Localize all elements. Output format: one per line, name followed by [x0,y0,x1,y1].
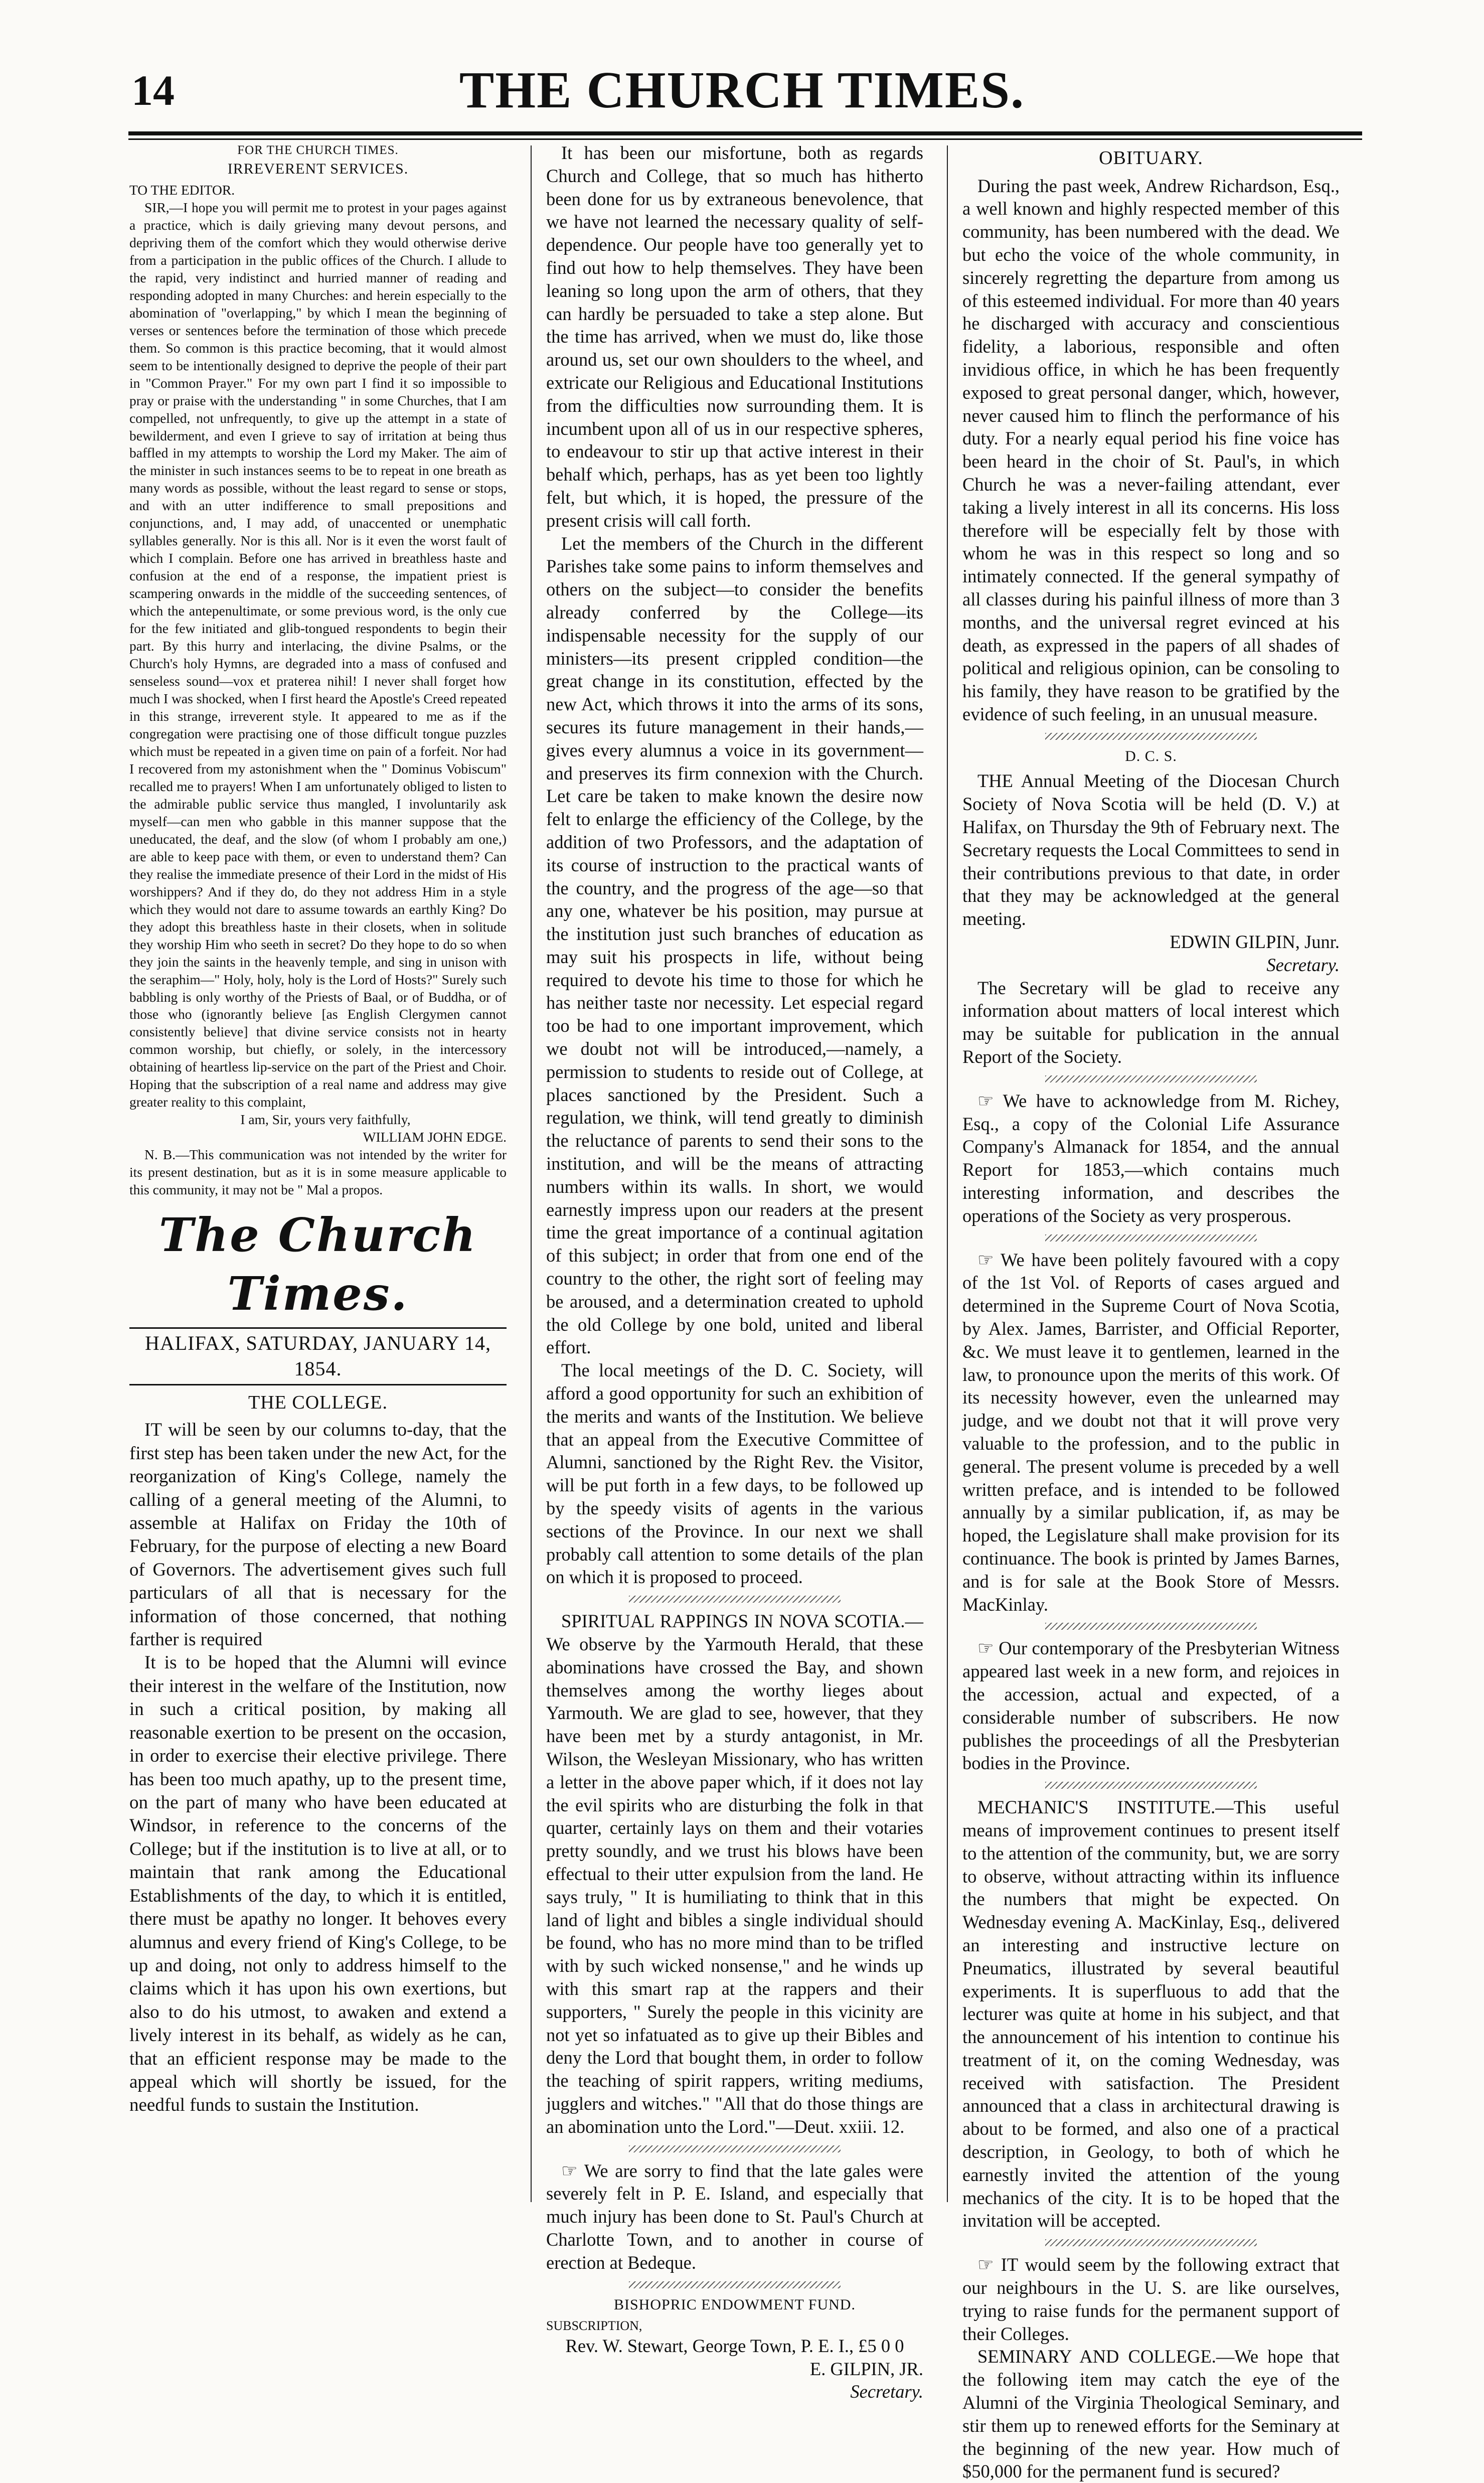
paper-title: The Church Times. [158,1208,477,1321]
fund-signature: E. GILPIN, JR. [809,2358,923,2379]
section-ornament [1045,1623,1256,1630]
section-ornament [629,2281,840,2288]
fund-subheading: SUBSCRIPTION, [546,2318,642,2334]
college-paragraph: The local meetings of the D. C. Society, will afford a good opportunity for such an exhibition of the merits and wants of the Institution. We believe that an appeal from the Executive Committee of Alumni, sanctioned by the Right Rev. the Visitor, will be put forth in a few days, to be followed up by the speedy visits of agents in the various sections of the Province. In our next we shall probably call attention to some details of the plan on which it is proposed to proceed. [546,1360,923,1588]
column-1 [129,141,507,2203]
college-paragraph: Let the members of the Church in the different Parishes take some pains to inform themselves and others on the subject—to consider the benefits already conferred by the College—its indispensable necessity for the supply of our ministers—its present crippled condition—the great change in its constitution, effected by the new Act, which throws it into the arms of its sons, secures its future management in their hands,—gives every alumnus a voice in its government—and preserves its firm connexion with the Church. Let care be taken to make known the desire now felt to enlarge the efficiency of the College, by the addition of two Professors, and the adaptation of its course of instruction to the practical wants of the country, and the progress of the age—so that any one, whatever be his position, may pursue at the institution just such branches of education as may suit his prospects in life, without being required to devote his time to those for which he has neither taste nor necessity. Let especial regard too be had to one important improvement, which we doubt not will be introduced,—namely, a permission to students to reside out of College, at places sanctioned by the President. Such a regulation, we think, will tend greatly to diminish the reluctance of parents to send their sons to the institution, and will be the means of attracting numbers within its walls. In short, we would earnestly impress upon our readers at the present time the great importance of a continual agitation of this subject; in order that from one end of the country to the other, the right sort of feeling may be aroused, and a determination created to uphold the old College by one bold, united and liberal effort. [546,533,923,1358]
dcs-heading: D. C. S. [1125,747,1177,764]
section-ornament [1045,733,1256,740]
column-divider [947,145,948,2202]
column-2 [546,141,923,2402]
letter-title: IRREVERENT SERVICES. [227,160,409,177]
college-paragraph: It has been our misfortune, both as regards Church and College, that so much has hitherto been done for us by extraneous benevolence, that we have not learned the necessary quality of self-dependence. Our people have too generally yet to find out how to help themselves. They have been leaning so long upon the arm of others, that they can hardly be persuaded to take a step alone. But the time has arrived, when we must do, like those around us, set our own shoulders to the wheel, and extricate our Religious and Educational Institutions from the difficulties now surrounding them. It is incumbent upon all of us in our respective spheres, to endeavour to stir up that active interest in their behalf which, perhaps, has as yet been too lightly felt, but which, it is hoped, the pressure of the present crisis will call forth. [546,142,923,531]
gales-item: ☞ We are sorry to find that the late gales were severely felt in P. E. Island, and especially that much injury has been done to St. Paul's Church at Charlotte Town, and to another in course of erection at Bedeque. [546,2160,923,2273]
letter-closing: I am, Sir, yours very faithfully, [240,1112,411,1128]
fund-line: Rev. W. Stewart, George Town, P. E. I., £5 0 0 [565,2335,904,2356]
section-ornament [629,1596,840,1603]
obituary-heading: OBITUARY. [1099,147,1203,169]
letter-salutation: TO THE EDITOR. [129,182,235,198]
dateline: HALIFAX, SATURDAY, JANUARY 14, 1854. [129,1327,507,1385]
seminary-item: SEMINARY AND COLLEGE.—We hope that the following item may catch the eye of the Alumni of the Virginia Theological Seminary, and stir them up to renewed efforts for the Seminary at the beginning of the new year. How much of $50,000 for the permanent fund is secured? [962,2346,1340,2482]
letter-body: SIR,—I hope you will permit me to protest in your pages against a practice, which is daily grieving many devout persons, and depriving them of the comfort which they would otherwise derive from a participation in the public offices of the Church. I allude to the rapid, very indistinct and hurried manner of reading and responding adopted in many Churches: and herein especially to the abomination of "overlapping," by which I mean the beginning of verses or sentences before the termination of those which precede them. So common is this practice becoming, that it would almost seem to be intentionally designed to deprive the people of their part in "Common Prayer." For my own part I find it so impossible to pray or praise with the understanding " in some Churches, that I am compelled, not unfrequently, to give up the attempt in a state of bewilderment, and even I grieve to say of irritation at being thus baffled in my attempts to worship the Lord my Maker. The aim of the minister in such instances seems to be to repeat in one breath as many words as possible, without the least regard to sense or stops, and with an utter indifference to small prepositions and conjunctions, and, I may add, of unaccented or unemphatic syllables generally. Nor is this all. Nor is it even the worst fault of which I complain. Before one has arrived in breathless haste and confusion at the end of a response, the impatient priest is scampering onwards in the middle of the succeeding sentences, of which the antepenultimate, or some previous word, is the only cue for the few initiated and glib-tongued respondents to begin their part. By this hurry and interlacing, the divine Psalms, or the Church's holy Hymns, are degraded into a mass of confused and senseless sound—vox et praterea nihil! I never shall forget how much I was shocked, when I first heard the Apostle's Creed repeated in this strange, irreverent style. It appeared to me as if the congregation were practising one of those difficult tongue puzzles which must be repeated in a given time on pain of a forfeit. Nor had I recovered from my astonishment when the " Dominus Vobiscum" recalled me to prayers! When I am unfortunately obliged to listen to the admirable public service thus mangled, I involuntarily ask myself—can men who gabble in this manner suppose that the uneducated, the deaf, and the slow (of whom I probably am one,) are able to keep pace with them, or even to understand them? Can they realise the immediate presence of their Lord in the midst of His worshippers? And if they do, do they not address Him in a style which they would not dare to assume towards an earthly King? Do they adopt this breathless haste in their closets, when in solitude they worship Him who seeth in secret? Do they hope to do so when they join the saints in the heavenly temple, and sing in unison with the seraphim—" Holy, holy, holy is the Lord of Hosts?" Surely such babbling is only worthy of the Priests of Baal, or of Buddha, or of those who (ignorantly believe [as English Clergymen cannot consistently believe] that divine service consists not in hearty common worship, but chiefly, or solely, in the intercessory obtaining of heartless lip-service on the part of the Priest and Choir. Hoping that the subscription of a real name and address may give greater reality to this complaint, [129,199,507,1110]
almanack-item: ☞ We have to acknowledge from M. Richey, Esq., a copy of the Colonial Life Assurance Company's Almanack for 1854, and the annual Report for 1853,—which contains much interesting information, and describes the operations of the Society as very prosperous. [962,1090,1340,1226]
dcs-role: Secretary. [1266,954,1340,975]
dcs-notice: THE Annual Meeting of the Diocesan Church Society of Nova Scotia will be held (D. V.) at Halifax, on Thursday the 9th of February next. The Secretary requests the Local Committees to send in their contributions previous to that date, in order that they may be acknowledged at the general meeting. [962,770,1340,929]
letter-kicker: FOR THE CHURCH TIMES. [237,143,399,157]
section-ornament [1045,1075,1256,1082]
header-rule-thin [128,138,1362,140]
letter-nb: N. B.—This communication was not intended by the writer for its present destination, but as it is in some measure applicable to this community, it may not be " Mal a propos. [129,1147,507,1198]
column-divider [531,145,532,2202]
fund-heading: BISHOPRIC ENDOWMENT FUND. [614,2296,856,2313]
section-ornament [1045,2239,1256,2246]
section-ornament [1045,1782,1256,1789]
page-number: 14 [131,66,175,114]
college-heading: THE COLLEGE. [248,1391,388,1413]
dcs-notice-2: The Secretary will be glad to receive any information about matters of local interest which may be suitable for publication in the annual Report of the Society. [962,977,1340,1067]
masthead: THE CHURCH TIMES. [459,61,1025,119]
letter-signature: WILLIAM JOHN EDGE. [363,1129,507,1145]
header-rule-thick [128,131,1362,135]
witness-item: ☞ Our contemporary of the Presbyterian Witness appeared last week in a new form, and rejoices in the accession, actual and expected, of a considerable number of subscribers. He now publishes the proceedings of all the Presbyterian bodies in the Province. [962,1638,1340,1774]
college-paragraph: It is to be hoped that the Alumni will evince their interest in the welfare of the Institution, now in such a critical position, by making all reasonable exertion to be present on the occasion, in order to exercise their elective privilege. There has been too much apathy, up to the present time, on the part of many who have been educated at Windsor, in reference to the concerns of the College; but if the institution is to live at all, or to maintain that rank among the Educational Establishments of the day, to which it is entitled, there must be apathy no longer. It behoves every alumnus and every friend of King's College, to be up and doing, not only to address himself to the claims which it has upon his own exertions, but also to do his utmost, to awaken and extend a lively interest in its behalf, as widely as he can, that an efficient response may be made to the appeal which will shortly be issued, for the needful funds to sustain the Institution. [129,1652,507,2116]
spiritual-rappings-item: SPIRITUAL RAPPINGS IN NOVA SCOTIA.—We observe by the Yarmouth Herald, that these abominations have crossed the Bay, and shown themselves among the worthy lieges about Yarmouth. We are glad to see, however, that they have been met by a sturdy antagonist, in Mr. Wilson, the Wesleyan Missionary, who has written a letter in the above paper which, if it does not lay the evil spirits who are disturbing the folk in that quarter, certainly lays on them and their votaries pretty soundly, and we trust his blows have been effectual to their utter expulsion from the land. He says truly, " It is humiliating to think that in this land of light and bibles a single individual should be found, who has no more mind than to be trifled with by such wicked nonsense," and he winds up with this smart rap at the rappers and their supporters, " Surely the people in this vicinity are not yet so infatuated as to give up their Bibles and deny the Lord that bought them, in order to follow the teaching of spirit rappers, writing mediums, jugglers and witches." "All that do those things are an abomination unto the Lord."—Deut. xxiii. 12. [546,1611,923,2137]
reports-item: ☞ We have been politely favoured with a copy of the 1st Vol. of Reports of cases argued and determined in the Supreme Court of Nova Scotia, by Alex. James, Barrister, and Official Reporter, &c. We must leave it to gentlemen, learned in the law, to pronounce upon the merits of this work. Of its necessity however, even the unlearned may judge, and we doubt not that it will prove very valuable to the profession, and to the public in general. The present volume is preceded by a well written preface, and is intended to be followed annually by a similar publication, if, as may be hoped, the Legislature shall make provision for its continuance. The book is printed by James Barnes, and is for sale at the Book Store of Messrs. MacKinlay. [962,1249,1340,1615]
column-3 [962,141,1340,2482]
section-ornament [629,2145,840,2152]
mechanics-institute-item: MECHANIC'S INSTITUTE.—This useful means of improvement continues to present itself to the attention of the community, but, we are sorry to observe, without attracting within its influence the numbers that might be expected. On Wednesday evening A. MacKinlay, Esq., delivered an interesting and instructive lecture on Pneumatics, illustrated by several beautiful experiments. It is superfluous to add that the lecturer was quite at home in his subject, and that the announcement of his intention to continue his treatment of it, on the coming Wednesday, was received with satisfaction. The President announced that a class in architectural drawing is about to be formed, and also one of a practical description, in Geology, to both of which he earnestly invited the attention of the young mechanics of the city. It is to be hoped that the invitation will be accepted. [962,1797,1340,2231]
us-colleges-item: ☞ IT would seem by the following extract that our neighbours in the U. S. are like ourselves, trying to raise funds for the permanent support of their Colleges. [962,2254,1340,2344]
dcs-signature: EDWIN GILPIN, Junr. [1170,932,1340,953]
obituary-text: During the past week, Andrew Richardson, Esq., a well known and highly respected member of this community, has been numbered with the dead. We but echo the voice of the whole community, in sincerely regretting the departure from among us of this esteemed individual. For more than 40 years he discharged with accuracy and conscientious fidelity, a laborious, responsible and often invidious office, in which he has been frequently exposed to great personal danger, which, however, never caused him to flinch the performance of his duty. For a nearly equal period his fine voice has been heard in the choir of St. Paul's, in which Church he was a never-failing attendant, ever taking a lively interest in all its concerns. His loss therefore will be especially felt by those with whom he was in this respect so long and so intimately connected. If the general sympathy of all classes during his painful illness of more than 3 months, and the universal regret evinced at his death, as expressed in the papers of all shades of political and religious opinion, can be consoling to his family, they have reason to be gratified by the evidence of such feeling, in an unusual measure. [962,175,1340,725]
section-ornament [1045,1234,1256,1242]
fund-role: Secretary. [850,2381,923,2402]
college-paragraph: IT will be seen by our columns to-day, that the first step has been taken under the new Act, for the reorganization of King's College, namely the calling of a general meeting of the Alumni, to assemble at Halifax on Friday the 10th of February, for the purpose of electing a new Board of Governors. The advertisement gives such full particulars of all that is necessary for the information of those concerned, that nothing farther is required [129,1420,507,1650]
